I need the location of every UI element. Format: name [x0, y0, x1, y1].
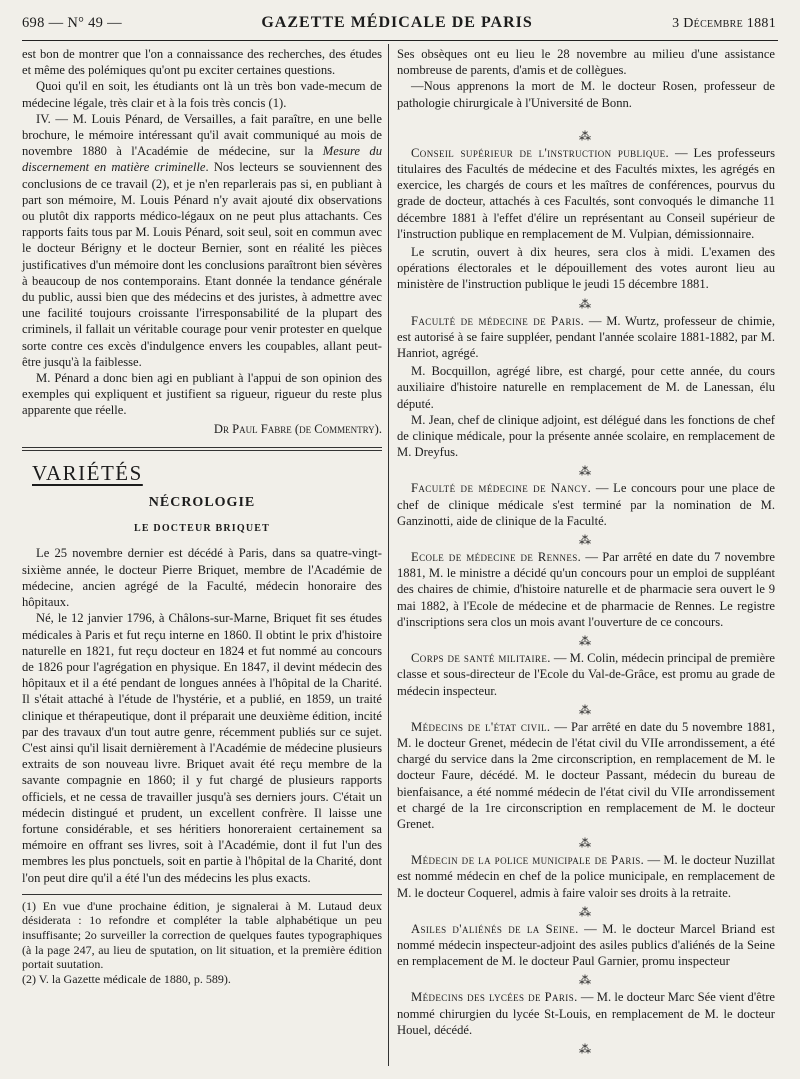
news-item-etat-civil [397, 719, 775, 832]
section-rule [22, 450, 382, 451]
author-signature: Dr Paul Fabre (de Commentry). [213, 421, 382, 436]
footnote-1: (1) En vue d'une prochaine édition, je signalerai à M. Lutaud deux désiderata : 1o refondre et compléter la table alphabétique un peu insuffisante; 2o surveiller la correction de quelques fautes typographiques (à la page 247, au lieu de sputation, on lit situation, et la première édition portait suutation. [22, 898, 382, 972]
news-item-faculte-nancy [397, 480, 775, 529]
news-item-text: — Les professeurs titulaires des Facultés de médecine et des Facultés mixtes, les agrégés en exercice, les chargés de cours et les maîtres de conférences, pourvus du grade de docteur, attachés à ces Facultés, sont convoqués le dimanche 11 décembre 1881 à l'effet d'élire un représentant au Conseil supérieur de l'instruction publique en remplacement de M. Vulpian, démissionnaire. [397, 145, 776, 241]
footnote-2: (2) V. la Gazette médicale de 1880, p. 589). [22, 971, 231, 986]
news-item-heading: Corps de santé militaire. [411, 651, 551, 666]
asterism-divider: ⁂ [579, 702, 593, 717]
asterism-divider: ⁂ [579, 904, 593, 919]
asterism-divider: ⁂ [579, 128, 593, 143]
news-item-heading: Médecins de l'état civil. [411, 719, 551, 734]
news-item-heading: Conseil supérieur de l'instruction publique. [411, 145, 670, 160]
paragraph: est bon de montrer que l'on a connaissance des recherches, des études et même des polémiques qu'ont pu exciter certaines questions. [22, 47, 382, 78]
asterism-divider: ⁂ [579, 296, 593, 311]
page-number: 698 [22, 15, 45, 31]
news-item-faculte-paris [397, 313, 775, 362]
news-item-text: — Par arrêté en date du 5 novembre 1881, M. le docteur Grenet, médecin de l'état civil du VIIe arrondissement, a été chargé du service dans la 2me circonscription, en remplacement de M. le docteur Faure, décédé. M. le docteur Passant, médecin du bureau de bienfaisance, a été nommé médecin de l'état civil du VIIe arrondissement et chargé de la 1re circonscription en remplacement de M. le docteur Grenet. [397, 719, 775, 831]
news-item-heading: Faculté de médecine de Nancy. [411, 481, 592, 496]
paragraph: Le 25 novembre dernier est décédé à Paris, dans sa quatre-vingt-sixième année, le docteur Pierre Briquet, membre de l'Académie de médecine, ancien agrégé de la Faculté, médecin honoraire des hôpitaux. [22, 546, 382, 610]
news-item-text: — Par arrêté en date du 7 novembre 1881, M. le ministre a décidé qu'un concours pour un emploi de suppléant des chaires de chimie, d'histoire naturelle et de pharmacie sera ouvert le 9 mai 1882, à l'Ecole de médecine et de pharmacie de Rennes. Le registre d'inscriptions sera clos un mois avant l'ouverture de ce concours. [397, 550, 775, 629]
issue-date: 3 Décembre 1881 [672, 16, 776, 31]
paragraph: M. Bocquillon, agrégé libre, est chargé, pour cette année, du cours auxiliaire d'histoire naturelle en remplacement de M. de Lanessan, élu député. [397, 364, 775, 411]
paragraph: M. Pénard a donc bien agi en publiant à l'appui de son opinion des exemples qui expliquent et justifient sa rigueur, rigueur du reste plus apparente que réelle. [22, 371, 382, 418]
paragraph: —Nous apprenons la mort de M. le docteur Rosen, professeur de pathologie chirurgicale à l'Université de Bonn. [397, 79, 775, 110]
page-number-group [22, 15, 122, 32]
issue-number: — N° 49 — [48, 15, 122, 31]
news-item-heading: Faculté de médecine de Paris. [411, 313, 585, 328]
news-item-police [397, 852, 775, 901]
section-heading-varietes: VARIÉTÉS [32, 460, 143, 485]
article-title-briquet: LE DOCTEUR BRIQUET [133, 523, 271, 535]
paragraph-penard [22, 111, 382, 370]
page-header [22, 14, 776, 40]
news-item-text: — M. le docteur Nuzillat est nommé médecin en chef de la police municipale, en remplacement de M. le docteur Coquerel, admis à faire valoir ses droits à la retraite. [397, 853, 775, 900]
asterism-divider: ⁂ [579, 634, 593, 649]
journal-title: GAZETTE MÉDICALE DE PARIS [261, 14, 533, 31]
asterism-divider: ⁂ [579, 836, 593, 851]
news-item-heading: Médecin de la police municipale de Paris. [411, 853, 645, 868]
asterism-divider: ⁂ [579, 973, 593, 988]
news-item-text: — M. Colin, médecin principal de première classe et sous-directeur de l'Ecole du Val-de-Grâce, est promu au grade de médecin inspecteur. [397, 651, 775, 698]
text-run: IV. — M. Louis Pénard, de Versailles, a fait paraître, en une belle brochure, le mémoire intéressant qu'il avait communiqué au mois de novembre 1880 à l'Académie de médecine, sur la [22, 111, 382, 159]
asterism-divider: ⁂ [579, 464, 593, 479]
news-item-asiles [397, 921, 775, 970]
footnotes [22, 894, 382, 987]
column-divider [388, 44, 389, 1066]
section-rule [22, 447, 382, 448]
right-column [397, 46, 775, 1058]
news-item-conseil [397, 145, 775, 242]
paragraph: Ses obsèques ont eu lieu le 28 novembre au milieu d'une assistance nombreuse de parents, d'amis et de collègues. [397, 47, 775, 78]
news-item-heading: Médecins des lycées de Paris. [411, 990, 578, 1005]
news-item-ecole-rennes [397, 549, 775, 630]
text-run: . Nos lecteurs se souviennent des conclusions de ce travail (2), et je n'en reparlerais pas si, en publiant à part son mémoire, M. Louis Pénard n'y avait ajouté dix observations ou plutôt dix rapports médico-légaux on ne peut plus attachants. Ces rapports faits tous par M. Louis Pénard, soit seul, soit en commun avec le docteur Bérigny et le docteur Bernier, sont en réalité les pièces justificatives d'un mémoire dont les conclusions paraîtront bien sévères à beaucoup de nos contemporains. Etant donnée la tendance générale du public, aussi bien que des médecins et des juristes, à admettre avec une facilité toujours croissante l'irresponsabilité de la plupart des criminels, il fallait un véritable courage pour venir protester en quelque sorte contre ces excès d'indulgence envers les coupables, allant peut-être jusqu'à la faiblesse. [22, 160, 382, 369]
italic-title: Mesure du discernement en matière criminelle [22, 144, 382, 175]
paragraph: Né, le 12 janvier 1796, à Châlons-sur-Marne, Briquet fit ses études médicales à Paris et fut reçu interne en 1860. Il obtint le prix d'histoire naturelle en 1821, fut reçu docteur en 1824 et fut nommé au concours de 1826 pour l'agrégation en physique. En 1847, il devint médecin des hôpitaux et il a été pendant de longues années à l'hôpital de la Charité. Il s'était attaché à l'étude de l'hystérie, et a publié, en 1859, un traité clinique et thérapeutique, dont il préparait une deuxième édition, incité par des travaux d'un tout autre genre, récemment publiés sur ce sujet. C'est ainsi qu'il lisait dernièrement à l'Académie de médecine plusieurs extraits de son nouveau livre. Briquet avait été reçu membre de la savante compagnie en 1860; il y fut chargé de plusieurs rapports officiels, et ne cessa de travailler jusqu'à ses derniers jours. C'était un médecin distingué et prudent, un excellent confrère. Il laisse une fortune considérable, et ses héritiers honoreraient certainement sa mémoire en offrant ses livres, soit à l'Académie, dont il fut l'un des membres les plus ponctuels, soit en partie à l'hôpital de la Charité, dont l'on peut dire qu'il a été l'un des médecins les plus exacts. [22, 611, 382, 885]
news-item-heading: Asiles d'aliénés de la Seine. [411, 921, 579, 936]
news-item-text: — M. le docteur Marcel Briand est nommé médecin inspecteur-adjoint des asiles publics d'aliénés de la Seine en remplacement de M. le docteur Paul Garnier, promu inspecteur [397, 921, 775, 969]
asterism-divider: ⁂ [579, 533, 593, 548]
paragraph: Le scrutin, ouvert à dix heures, sera clos à midi. L'examen des opérations électorales et le dépouillement des votes auront lieu au ministère de l'instruction publique le jeudi 15 décembre 1881. [397, 245, 775, 292]
news-item-heading: Ecole de médecine de Rennes. [411, 550, 582, 565]
header-rule [22, 40, 778, 41]
asterism-divider: ⁂ [579, 1041, 593, 1056]
news-item-lycees [397, 989, 775, 1038]
news-item-text: — M. le docteur Marc Sée vient d'être nommé chirurgien du lycée St-Louis, en remplacement de M. le docteur Houel, décédé. [397, 990, 775, 1037]
news-item-text: — M. Wurtz, professeur de chimie, est autorisé à se faire suppléer, pendant l'année scolaire 1881-1882, par M. Hanriot, agrégé. [397, 313, 775, 361]
left-column [22, 46, 382, 986]
paragraph: Quoi qu'il en soit, les étudiants ont là un très bon vade-mecum de médecine légale, très clair et à la fois très concis (1). [22, 79, 382, 110]
section-subheading-necrologie: NÉCROLOGIE [148, 495, 256, 511]
news-item-sante-militaire [397, 650, 775, 699]
paragraph: M. Jean, chef de clinique adjoint, est délégué dans les fonctions de chef de clinique médicale, pour la présente année scolaire, en remplacement de M. Dreyfus. [397, 412, 775, 460]
news-item-text: — Le concours pour une place de chef de clinique médicale s'est terminé par la nomination de M. Ganzinotti, aide de clinique de la Faculté. [397, 481, 775, 528]
